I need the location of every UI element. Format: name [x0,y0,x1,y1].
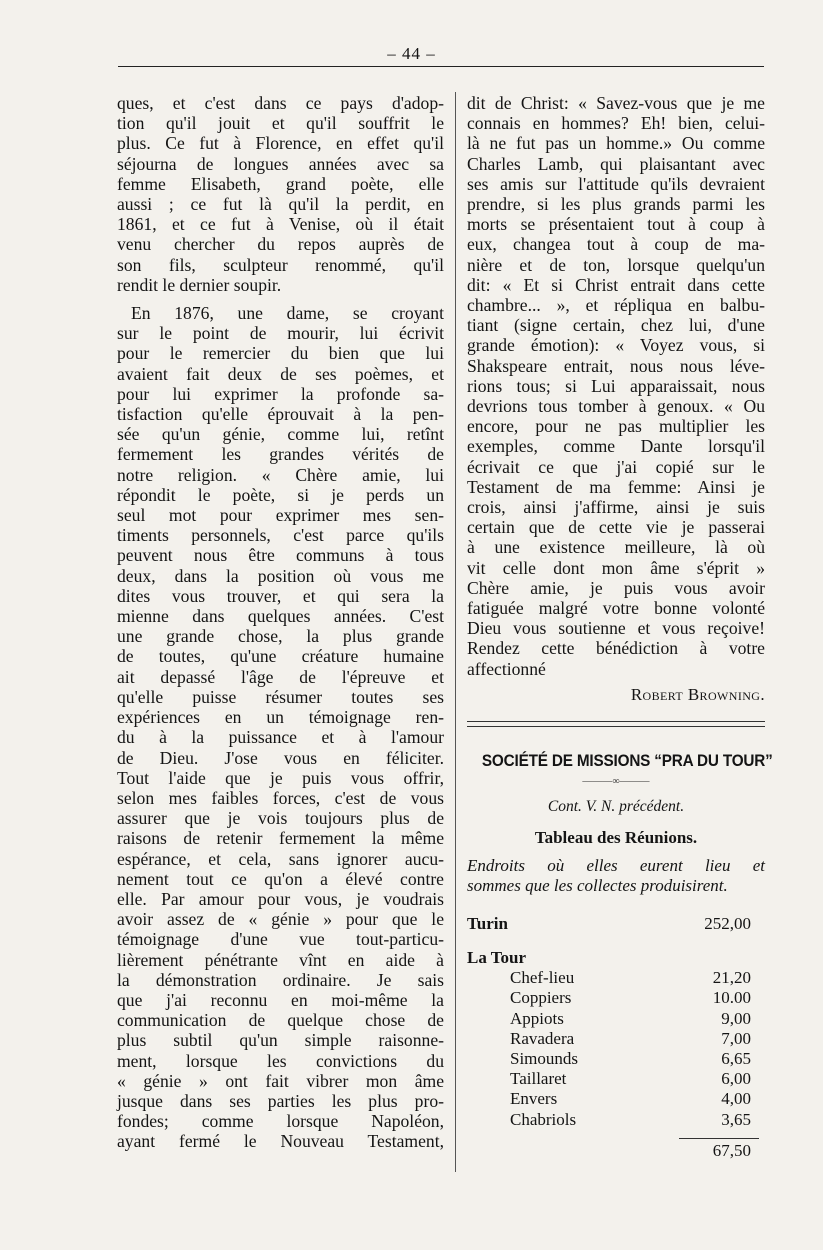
text-line: rendit le dernier soupir. [117,274,282,295]
entry-amount: 6,00 [721,1069,751,1089]
text-line: communication de quelque chose de [117,1010,444,1031]
text-line: à une existence meilleure, là où [467,537,765,558]
text-line: dites vous trouver, et qui sera la [117,585,444,606]
paragraph-browning-bio [117,93,444,295]
entry-name: Appiots [510,1008,564,1028]
text-line: ment, lorsque les convictions du [117,1050,444,1071]
entry-name: Envers [510,1089,558,1109]
text-line: rions tous; si Lui apparaissait, nous [467,375,765,396]
table-row [467,988,765,1008]
text-line: eux, changea tout à coup de ma- [467,234,765,255]
text-line: de Dieu. J'ose vous en féliciter. [117,747,444,768]
header-rule [118,66,764,67]
text-line: Chère amie, je puis vous avoir [467,577,765,598]
text-line: ques, et c'est dans ce pays d'adop- [117,93,444,113]
table-title: Tableau des Réunions. [534,827,698,847]
text-line: femme Elisabeth, grand poète, elle [117,173,444,194]
signature: Robert Browning. [630,684,765,704]
text-line: plus subtil qu'un simple raisonne- [117,1030,444,1051]
text-line: notre religion. « Chère amie, lui [117,464,444,485]
text-line: sée qu'un génie, comme lui, retînt [117,424,444,445]
text-line: une grande chose, la plus grande [117,626,444,647]
ornament-divider: ———∞——— [582,776,650,788]
text-line: fatiguée malgré votre bonne volonté [467,598,765,619]
entry-name: Simounds [510,1048,579,1068]
entry-name: Ravadera [510,1028,575,1048]
entry-amount: 21,20 [712,968,751,988]
text-line: morts se présentaient tout à coup à [467,214,765,235]
text-line: espérance, et cela, sans ignorer aucu- [117,848,444,869]
place-name-la-tour: La Tour [467,947,527,967]
text-line: Testament de ma femme: Ainsi je [467,476,765,497]
text-line: Charles Lamb, qui plaisantant avec [467,153,765,174]
text-line: venu chercher du repos auprès de [117,234,444,255]
entry-amount: 10.00 [712,988,751,1008]
text-line: du à la puissance et à l'amour [117,727,444,748]
table-row [467,968,765,988]
text-line: nière et de ton, lorsque quelqu'un [467,254,765,275]
section-divider [467,721,765,727]
text-line: chambre... », et répliqua en balbu- [467,295,765,316]
place-name: Turin [467,913,508,933]
table-row [467,1049,765,1069]
text-line: elle. Par amour pour vous, je voudrais [117,888,444,909]
text-line: séjourna de longues années avec sa [117,153,444,174]
text-line: crois, ainsi j'affirme, ainsi je suis [467,497,765,518]
text-line: devrions tous tomber à genoux. « Ou [467,396,765,417]
paragraph-letter [117,303,444,1152]
entry-name: Chabriols [510,1109,577,1129]
table-row [467,1029,765,1049]
text-line: Shakspeare entrait, nous nous léve- [467,355,765,376]
subtitle-line: Endroits où elles eurent lieu et [467,855,765,875]
text-line: qu'elle puisse résumer toutes ses [117,686,444,707]
text-line: grande émotion): « Voyez vous, si [467,335,765,356]
text-line: timents personnels, c'est parce qu'ils [117,525,444,546]
section-heading: SOCIÉTÉ DE MISSIONS “PRA DU TOUR” [481,751,773,771]
table-subtitle [467,856,765,896]
text-line: selon mes faibles forces, c'est de vous [117,787,444,808]
text-line: lièrement pénétrante vînt en aide à [117,949,444,970]
text-line: nement tout ce qu'on a élevé contre [117,868,444,889]
text-line: écrivait ce que j'ai copié sur le [467,456,765,477]
entry-name: Taillaret [510,1069,567,1089]
text-line: dit: « Et si Christ entrait dans cette [467,274,765,295]
text-line: fermement les grandes vérités de [117,444,444,465]
left-column [117,93,444,1152]
text-line: « génie » ont fait vibrer mon âme [117,1070,444,1091]
text-line: pour le remercier du bien que lui [117,343,444,364]
text-line: son fils, sculpteur renommé, qu'il [117,254,444,275]
text-line: affectionné [467,658,546,679]
table-row [467,1089,765,1109]
text-line: raisons de retenir fermement la même [117,828,444,849]
text-line: sur le point de mourir, lui écrivit [117,323,444,344]
text-line: jusque dans ses parties les plus pro- [117,1090,444,1111]
text-line: seul mot pour exprimer mes sen- [117,505,444,526]
text-line: tisfaction qu'elle éprouvait à la pen- [117,404,444,425]
text-line: dit de Christ: « Savez-vous que je me [467,93,765,113]
entry-amount: 9,00 [721,1008,751,1028]
text-line: certain que de cette vie je passerai [467,517,765,538]
text-line: expériences en un témoignage ren- [117,707,444,728]
text-line: Tout l'aide que je puis vous offrir, [117,767,444,788]
text-line: En 1876, une dame, se croyant [131,303,444,324]
text-line: aussi ; ce fut là qu'il la perdit, en [117,194,444,215]
continuation-note: Cont. V. N. précédent. [547,798,685,816]
entry-name: Coppiers [510,988,572,1008]
text-line: mienne dans quelques années. C'est [117,606,444,627]
subtitle-line: sommes que les collectes produisirent. [467,875,728,895]
text-line: tion qu'il jouit et qu'il souffrit le [117,113,444,134]
text-line: ses amis sur l'attitude qu'ils devraient [467,173,765,194]
total-rule [679,1138,759,1139]
place-amount: 252,00 [704,913,751,933]
text-line: témoignage d'une vue tout-particu- [117,929,444,950]
text-line: de toutes, qu'une créature humaine [117,646,444,667]
entry-amount: 7,00 [721,1028,751,1048]
text-line: vit celle dont mon âme s'éprit » [467,557,765,578]
entry-amount: 3,65 [721,1109,751,1129]
text-line: encore, pour ne pas multiplier les [467,416,765,437]
text-line: connais en hommes? Eh! bien, celui- [467,113,765,134]
text-line: la démonstration ordinaire. Je sais [117,969,444,990]
text-line: que j'ai reconnu en moi-même la [117,989,444,1010]
text-line: là ne fut pas un homme.» Ou comme [467,133,765,154]
total-amount: 67,50 [712,1140,751,1160]
text-line: Rendez cette bénédiction à votre [467,638,765,659]
text-line: avoir assez de « génie » pour que le [117,909,444,930]
la-tour-entries [467,968,765,1130]
paragraph-letter-continued [467,93,765,679]
place-row-turin [467,914,765,934]
text-line: Dieu vous soutienne et vous reçoive! [467,618,765,639]
text-line: exemples, comme Dante lorsqu'il [467,436,765,457]
page-number: – 44 – [387,44,436,63]
column-divider [455,92,456,1172]
text-line: deux, dans la position où vous me [117,565,444,586]
text-line: ayant fermé le Nouveau Testament, [117,1131,444,1152]
text-line: 1861, et ce fut à Venise, où il était [117,214,444,235]
right-column [467,93,773,1161]
text-line: tiant (signe certain, chez lui, d'une [467,315,765,336]
table-row [467,1009,765,1029]
text-line: assurer que je vois toujours plus de [117,808,444,829]
text-line: fondes; comme lorsque Napoléon, [117,1111,444,1132]
text-line: avaient fait deux de ses poèmes, et [117,363,444,384]
table-row [467,1110,765,1130]
text-line: prendre, si les plus grands parmi les [467,194,765,215]
text-line: répondit le poète, si je perds un [117,484,444,505]
entry-name: Chef-lieu [510,968,575,988]
entry-amount: 4,00 [721,1089,751,1109]
table-row [467,1069,765,1089]
text-line: pour lui exprimer la profonde sa- [117,383,444,404]
text-line: ait depassé l'âge de l'épreuve et [117,666,444,687]
text-line: plus. Ce fut à Florence, en effet qu'il [117,133,444,154]
text-line: peuvent nous être communs à tous [117,545,444,566]
entry-amount: 6,65 [721,1048,751,1068]
